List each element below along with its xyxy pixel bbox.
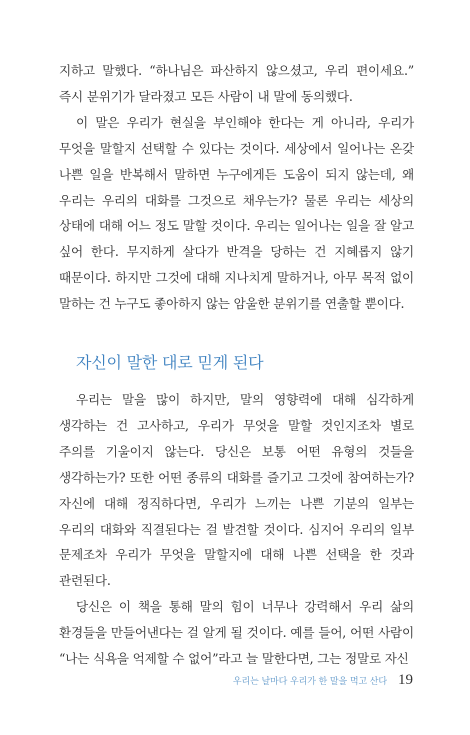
paragraph-continuation: 지하고 말했다. “하나님은 파산하지 않으셨고, 우리 편이세요.” 즉시 분위기가 달라졌고 모든 사람이 내 말에 동의했다. [59, 63, 414, 104]
section-heading: 자신이 말한 대로 믿게 된다 [76, 353, 264, 372]
running-title: 우리는 날마다 우리가 한 말을 먹고 산다 [232, 677, 387, 687]
page-footer [233, 672, 413, 689]
bottom-text-block [59, 387, 414, 672]
paragraph: 당신은 이 책을 통해 말의 힘이 너무나 강력해서 우리 삶의 환경들을 만들어낸다는 걸 알게 될 것이다. 예를 들어, 어떤 사람이 “나는 식욕을 억제할 수 없어”라고 늘 말한다면, 그는 정말로 자신 [59, 599, 414, 667]
paragraph: 이 말은 우리가 현실을 부인해야 한다는 게 아니라, 우리가 무엇을 말할지 선택할 수 있다는 것이다. 세상에서 일어나는 온갖 나쁜 일을 반복해서 말하면 누구에게든 도움이 되지 않는데, 왜 우리는 우리의 대화를 그것으로 채우는가? 물론 우리는 세상의 상태에 대해 어느 정도 말할 것이다. 우리는 일어나는 일을 잘 알고 싶어 한다. 무지하게 살다가 반격을 당하는 건 지혜롭지 않기 때문이다. 하지만 그것에 대해 지나치게 말하거나, 아무 목적 없이 말하는 건 누구도 좋아하지 않는 암울한 분위기를 연출할 뿐이다. [59, 114, 414, 312]
paragraph: 우리는 말을 많이 하지만, 말의 영향력에 대해 심각하게 생각하는 건 고사하고, 우리가 무엇을 말할 것인지조차 별로 주의를 기울이지 않는다. 당신은 보통 어떤 유형의 것들을 생각하는가? 또한 어떤 종류의 대화를 즐기고 그것에 참여하는가? 자신에 대해 정직하다면, 우리가 느끼는 나쁜 기분의 일부는 우리의 대화와 직결된다는 걸 발견할 것이다. 심지어 우리의 일부 문제조차 우리가 무엇을 말할지에 대해 나쁜 선택을 한 것과 관련된다. [59, 392, 414, 589]
top-text-block [59, 58, 414, 317]
page-number: 19 [398, 672, 413, 688]
